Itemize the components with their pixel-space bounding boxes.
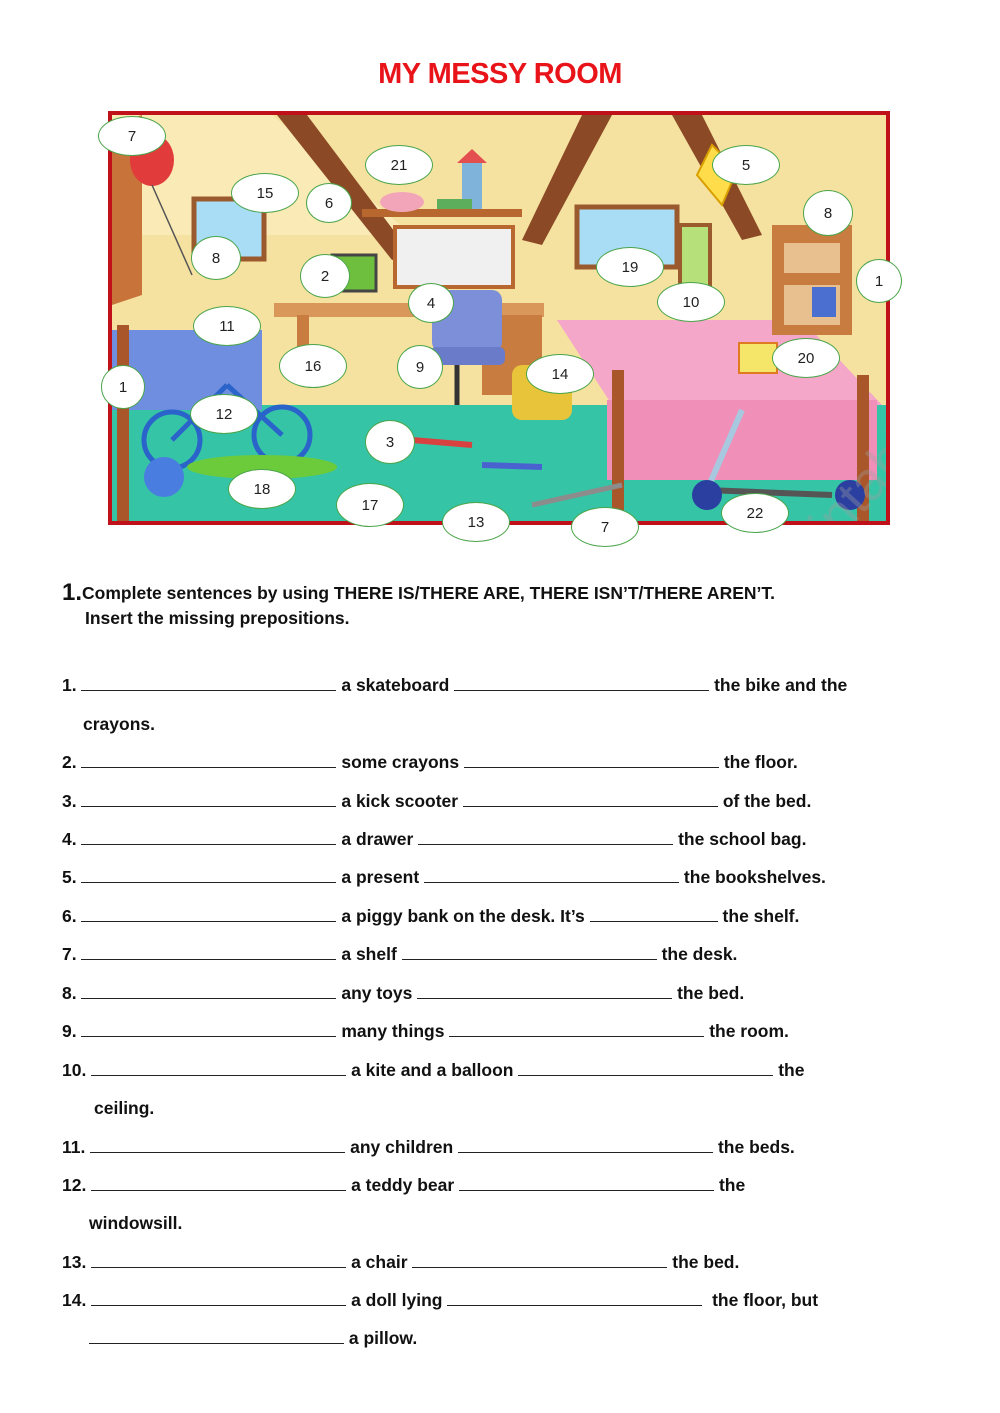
answer-blank[interactable]	[463, 792, 718, 807]
answer-blank[interactable]	[91, 1291, 346, 1306]
scene-label: 22	[721, 493, 789, 533]
answer-blank[interactable]	[412, 1253, 667, 1268]
instruction-line-2: Insert the missing prepositions.	[85, 608, 350, 628]
answer-blank[interactable]	[447, 1291, 702, 1306]
answer-blank[interactable]	[424, 868, 679, 883]
answer-blank[interactable]	[81, 907, 336, 922]
scene-label: 21	[365, 145, 433, 185]
instruction-line-1: Complete sentences by using THERE IS/THERE ARE, THERE ISN’T/THERE AREN’T.	[82, 583, 775, 603]
sentence-continuation: windowsill.	[89, 1213, 183, 1233]
scene-label: 16	[279, 344, 347, 388]
scene-label: 6	[306, 183, 352, 223]
answer-blank[interactable]	[81, 984, 336, 999]
scene-label: 20	[772, 338, 840, 378]
sentence-continuation: ceiling.	[94, 1098, 155, 1118]
sentence: 7. a shelf the desk.	[62, 944, 738, 964]
scene-label: 7	[98, 116, 166, 156]
sentence-continuation: a pillow.	[89, 1328, 417, 1348]
exercise-number: 1.	[62, 579, 83, 606]
answer-blank[interactable]	[454, 676, 709, 691]
sentence: 5. a present the bookshelves.	[62, 867, 826, 887]
sentence: 14. a doll lying the floor, but	[62, 1290, 819, 1310]
scene-label: 7	[571, 507, 639, 547]
answer-blank[interactable]	[590, 907, 718, 922]
answer-blank[interactable]	[81, 945, 336, 960]
scene-label: 14	[526, 354, 594, 394]
scene-label: 12	[190, 394, 258, 434]
sentence: 8. any toys the bed.	[62, 983, 745, 1003]
page-title: MY MESSY ROOM	[378, 58, 622, 90]
scene-label: 8	[803, 190, 853, 236]
answer-blank[interactable]	[81, 1022, 336, 1037]
answer-blank[interactable]	[459, 1176, 714, 1191]
answer-blank[interactable]	[518, 1061, 773, 1076]
scene-label: 10	[657, 282, 725, 322]
sentence: 10. a kite and a balloon the	[62, 1060, 805, 1080]
scene-label: 5	[712, 145, 780, 185]
answer-blank[interactable]	[81, 753, 336, 768]
answer-blank[interactable]	[458, 1138, 713, 1153]
answer-blank[interactable]	[417, 984, 672, 999]
scene-label: 4	[408, 283, 454, 323]
sentence: 11. any children the beds.	[62, 1137, 795, 1157]
answer-blank[interactable]	[91, 1061, 346, 1076]
answer-blank[interactable]	[81, 676, 336, 691]
answer-blank[interactable]	[89, 1329, 344, 1344]
scene-label: 1	[101, 365, 145, 409]
sentence: 6. a piggy bank on the desk. It’s the shelf.	[62, 906, 800, 926]
answer-blank[interactable]	[464, 753, 719, 768]
scene-label: 2	[300, 254, 350, 298]
sentence: 3. a kick scooter of the bed.	[62, 791, 812, 811]
answer-blank[interactable]	[81, 868, 336, 883]
sentence: 2. some crayons the floor.	[62, 752, 798, 772]
answer-blank[interactable]	[81, 830, 336, 845]
scene-label: 18	[228, 469, 296, 509]
sentence: 13. a chair the bed.	[62, 1252, 740, 1272]
scene-label: 1	[856, 259, 902, 303]
scene-label: 9	[397, 345, 443, 389]
answer-blank[interactable]	[449, 1022, 704, 1037]
sentence: 4. a drawer the school bag.	[62, 829, 807, 849]
sentence-continuation: crayons.	[83, 714, 155, 734]
sentence: 12. a teddy bear the	[62, 1175, 746, 1195]
scene-label: 8	[191, 236, 241, 280]
answer-blank[interactable]	[402, 945, 657, 960]
scene-label: 17	[336, 483, 404, 527]
answer-blank[interactable]	[81, 792, 336, 807]
answer-blank[interactable]	[90, 1138, 345, 1153]
scene-label: 19	[596, 247, 664, 287]
scene-label: 11	[193, 306, 261, 346]
scene-label: 13	[442, 502, 510, 542]
scene-label: 3	[365, 420, 415, 464]
sentence: 9. many things the room.	[62, 1021, 789, 1041]
scene-label: 15	[231, 173, 299, 213]
answer-blank[interactable]	[91, 1176, 346, 1191]
exercise-instructions	[62, 580, 775, 631]
answer-blank[interactable]	[91, 1253, 346, 1268]
sentence: 1. a skateboard the bike and the	[62, 675, 848, 695]
answer-blank[interactable]	[418, 830, 673, 845]
